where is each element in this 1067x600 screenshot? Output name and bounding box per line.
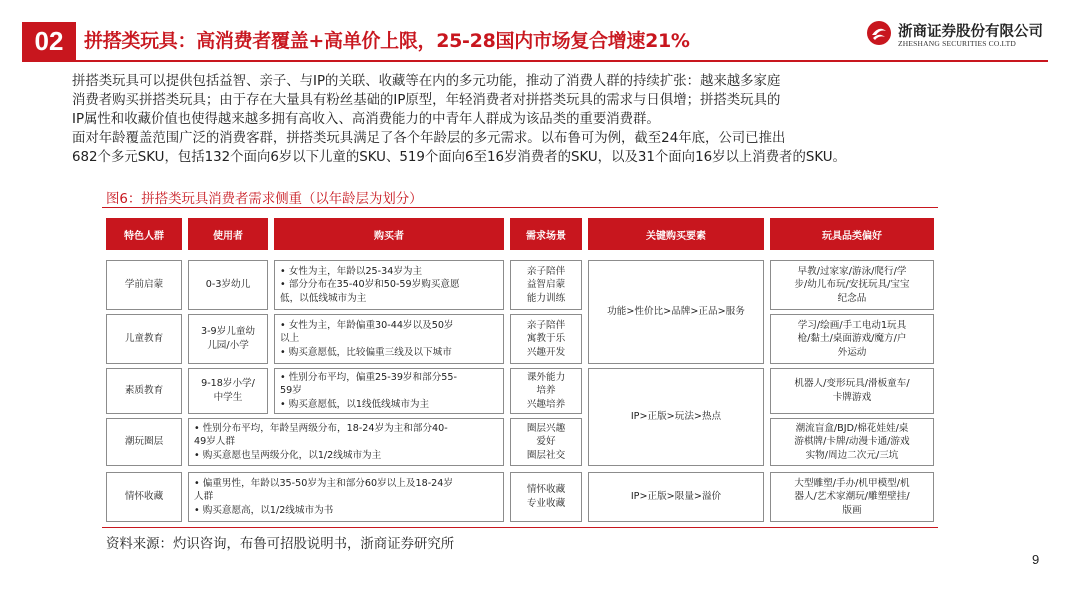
scene-cell [510,418,582,466]
scene-cell [510,260,582,310]
figure-title: 图6：拼搭类玩具消费者需求侧重（以年龄层为划分） [106,192,423,207]
buyer-line: • 性别分布平均，年龄呈两级分布，18-24岁为主和部分40- [194,422,448,434]
user-cell [188,314,268,364]
segment-cell: 学前启蒙 [106,260,182,310]
preference-cell [770,260,934,310]
buyer-cell [188,472,504,522]
buyer-cell [274,314,504,364]
buyer-line: • 性别分布平均，偏重25-39岁和部分55- [280,371,457,383]
buyer-line: 49岁人群 [194,436,235,448]
preference-line: 实物/周边二次元/三坑 [805,449,899,461]
user-line: 0-3岁幼儿 [205,279,251,291]
company-logo [866,18,1046,54]
preference-line: 大型雕塑/手办/机甲模型/机 [794,477,910,489]
table-header-cell: 购买者 [274,218,504,250]
preference-line: 卡牌游戏 [832,392,872,403]
scene-line: 兴趣培养 [526,398,566,410]
table-header-cell: 使用者 [188,218,268,250]
body-line: IP属性和收藏价值也使得越来越多拥有高收入、高消费能力的中青年人群成为该品类的重要消费群。 [72,112,660,127]
key-factor-cell: IP>正版>限量>溢价 [588,472,764,522]
table-header-cell: 需求场景 [510,218,582,250]
buyer-line: • 购买意愿低，比较偏重三线及以下城市 [280,346,452,358]
segment-cell: 素质教育 [106,368,182,414]
scene-line: 亲子陪伴 [526,265,566,277]
scene-line: 圈层社交 [526,449,566,461]
scene-cell [510,314,582,364]
preference-line: 潮流盲盒/BJD/棉花娃娃/桌 [795,422,909,434]
user-line: 9-18岁小学/ [201,378,255,390]
buyer-line: • 部分分布在35-40岁和50-59岁购买意愿 [280,279,460,291]
segment-cell: 情怀收藏 [106,472,182,522]
scene-line: 兴趣开发 [526,346,566,358]
scene-line: 圈层兴趣 [526,422,566,434]
consumer-demand-table [102,216,938,524]
scene-line: 专业收藏 [526,498,566,509]
buyer-line: 人群 [194,491,214,503]
table-header-cell: 特色人群 [106,218,182,250]
preference-line: 早教/过家家/游泳/爬行/学 [797,265,907,277]
key-factor-cell: 功能>性价比>品牌>正品>服务 [588,260,764,364]
scene-line: 寓教于乐 [526,333,566,345]
preference-cell [770,418,934,466]
preference-line: 纪念品 [837,292,867,304]
preference-line: 步/幼儿布玩/安抚玩具/宝宝 [794,279,910,291]
body-line: 拼搭类玩具可以提供包括益智、亲子、与IP的关联、收藏等在内的多元功能，推动了消费人群的持续扩张：越来越多家庭 [72,74,781,89]
buyer-line: • 女性为主，年龄偏重30-44岁以及50岁 [280,319,454,331]
preference-line: 游棋牌/卡牌/动漫卡通/游戏 [794,436,910,448]
user-cell [188,368,268,414]
buyer-line: 以上 [280,333,300,345]
preference-line: 机器人/变形玩具/滑板童车/ [794,378,910,390]
header-divider [22,60,1048,62]
logo-chinese-name: 浙商证券股份有限公司 [898,24,1043,40]
table-header-cell: 关键购买要素 [588,218,764,250]
preference-line: 枪/黏土/桌面游戏/魔方/户 [797,333,907,345]
scene-line: 情怀收藏 [526,484,566,496]
table-bottom-divider [102,527,938,528]
user-line: 中学生 [213,392,243,403]
scene-line: 亲子陪伴 [526,319,566,331]
user-line: 3-9岁儿童幼 [200,326,256,338]
scene-line: 培养 [536,385,556,397]
scene-line: 课外能力 [526,371,566,383]
body-line: 面对年龄覆盖范围广泛的消费客群，拼搭类玩具满足了各个年龄层的多元需求。以布鲁可为例，截至24年底，公司已推出 [72,131,786,146]
scene-cell [510,368,582,414]
section-number-badge: 02 [22,22,76,60]
buyer-cell [274,260,504,310]
preference-line: 版画 [842,504,862,516]
buyer-line: • 购买意愿也呈两级分化，以1/2线城市为主 [194,449,382,461]
user-cell [188,260,268,310]
source-note: 资料来源：灼识咨询，布鲁可招股说明书，浙商证券研究所 [106,537,455,552]
page-number: 9 [1032,552,1040,567]
buyer-line: 59岁 [280,385,302,397]
figure-title-divider [102,207,938,208]
body-line: 消费者购买拼搭类玩具；由于存在大量具有粉丝基础的IP原型，年轻消费者对拼搭类玩具的需求与日俱增；拼搭类玩具的 [72,93,781,108]
preference-line: 外运动 [837,346,867,358]
zheshang-logo-icon [866,20,892,46]
body-line: 682个多元SKU，包括132个面向6岁以下儿童的SKU、519个面向6至16岁消费者的SKU，以及31个面向16岁以上消费者的SKU。 [72,150,846,165]
segment-cell: 儿童教育 [106,314,182,364]
preference-cell [770,472,934,522]
scene-line: 能力训练 [526,292,566,304]
buyer-cell [274,368,504,414]
page-title: 拼搭类玩具：高消费者覆盖+高单价上限，25-28国内市场复合增速21% [84,30,690,52]
scene-line: 爱好 [536,436,556,448]
buyer-line: • 购买意愿低，以1线低线城市为主 [280,398,430,410]
buyer-cell [188,418,504,466]
preference-line: 学习/绘画/手工电动1玩具 [797,319,907,331]
segment-cell: 潮玩圈层 [106,418,182,466]
scene-line: 益智启蒙 [526,279,566,291]
user-line: 儿园/小学 [207,340,249,351]
buyer-line: • 偏重男性，年龄以35-50岁为主和部分60岁以上及18-24岁 [194,477,453,489]
logo-english-name: ZHESHANG SECURITIES CO.LTD [898,39,1017,48]
buyer-line: • 女性为主，年龄以25-34岁为主 [280,265,423,277]
preference-line: 器人/艺术家潮玩/雕塑壁挂/ [794,491,910,503]
buyer-line: • 购买意愿高，以1/2线城市为书 [194,504,334,516]
preference-cell [770,368,934,414]
key-factor-cell: IP>正版>玩法>热点 [588,368,764,466]
preference-cell [770,314,934,364]
table-header-cell: 玩具品类偏好 [770,218,934,250]
buyer-line: 低，以低线城市为主 [280,292,367,304]
scene-cell [510,472,582,522]
body-paragraph [72,72,1040,167]
